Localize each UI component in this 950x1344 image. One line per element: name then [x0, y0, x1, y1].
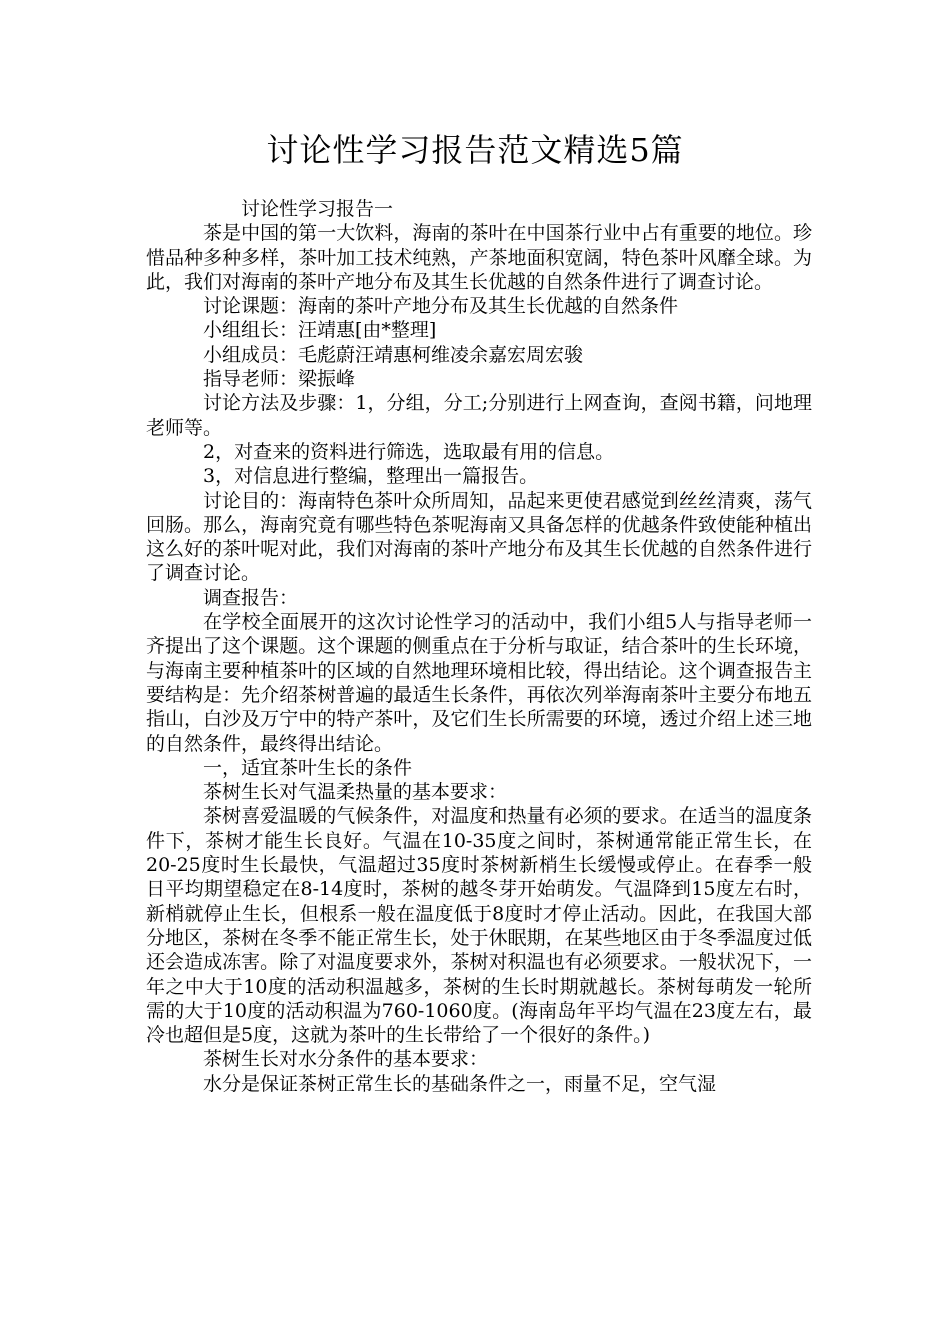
section-heading: 讨论性学习报告一	[241, 198, 394, 220]
paragraph: 2，对查来的资料进行筛选，选取最有用的信息。	[203, 440, 615, 463]
section-heading: 一，适宜茶叶生长的条件	[203, 756, 413, 779]
paragraph: 小组成员：毛彪蔚汪靖惠柯维凌余嘉宏周宏骏	[203, 343, 584, 366]
paragraph: 水分是保证茶树正常生长的基础条件之一，雨量不足，空气湿	[203, 1072, 717, 1095]
paragraph: 讨论目的：海南特色茶叶众所周知，品起来更使君感觉到丝丝清爽，荡气回肠。那么，海南究竟有哪些特色茶呢海南又具备怎样的优越条件致使能种植出这么好的茶叶呢对此，我们对海南的茶叶产地分布及其生长优越的自然条件进行了调查讨论。	[146, 489, 812, 585]
paragraph: 茶树生长对水分条件的基本要求：	[203, 1048, 489, 1071]
paragraph: 讨论课题：海南的茶叶产地分布及其生长优越的自然条件	[203, 295, 679, 318]
paragraph: 调查报告：	[203, 586, 299, 609]
paragraph: 茶是中国的第一大饮料，海南的茶叶在中国茶行业中占有重要的地位。珍惜品种多种多样，茶叶加工技术纯熟，产茶地面积宽阔，特色茶叶风靡全球。为此，我们对海南的茶叶产地分布及其生长优越的自然条件进行了调查讨论。	[146, 222, 812, 293]
paragraph: 3，对信息进行整编，整理出一篇报告。	[203, 465, 539, 488]
paragraph: 茶树喜爱温暖的气候条件，对温度和热量有必须的要求。在适当的温度条件下，茶树才能生长良好。气温在10-35度之间时，茶树通常能正常生长，在20-25度时生长最快，气温超过35度时茶树新梢生长缓慢或停止。在春季一般日平均期望稳定在8-14度时，茶树的越冬芽开始萌发。气温降到15度左右时，新梢就停止生长，但根系一般在温度低于8度时才停止活动。因此，在我国大部分地区，茶树在冬季不能正常生长，处于休眠期，在某些地区由于冬季温度过低还会造成冻害。除了对温度要求外，茶树对积温也有必须要求。一般状况下，一年之中大于10度的活动积温越多，茶树的生长时期就越长。茶树每萌发一轮所需的大于10度的活动积温为760-1060度。(海南岛年平均气温在23度左右，最冷也超但是5度，这就为茶叶的生长带给了一个很好的条件。)	[146, 805, 812, 1047]
paragraph: 茶树生长对气温柔热量的基本要求：	[203, 781, 508, 804]
paragraph: 小组组长：汪靖惠[由*整理]	[203, 319, 437, 342]
document-body	[146, 197, 812, 1096]
paragraph: 指导老师：梁振峰	[203, 368, 356, 391]
paragraph: 讨论方法及步骤：1，分组，分工;分别进行上网查询，查阅书籍，问地理老师等。	[146, 392, 812, 439]
document-title: 讨论性学习报告范文精选5篇	[266, 131, 684, 169]
paragraph: 在学校全面展开的这次讨论性学习的活动中，我们小组5人与指导老师一齐提出了这个课题。这个课题的侧重点在于分析与取证，结合茶叶的生长环境，与海南主要种植茶叶的区域的自然地理环境相比较，得出结论。这个调查报告主要结构是：先介绍茶树普遍的最适生长条件，再依次列举海南茶叶主要分布地五指山，白沙及万宁中的特产茶叶，及它们生长所需要的环境，透过介绍上述三地的自然条件，最终得出结论。	[146, 611, 812, 755]
